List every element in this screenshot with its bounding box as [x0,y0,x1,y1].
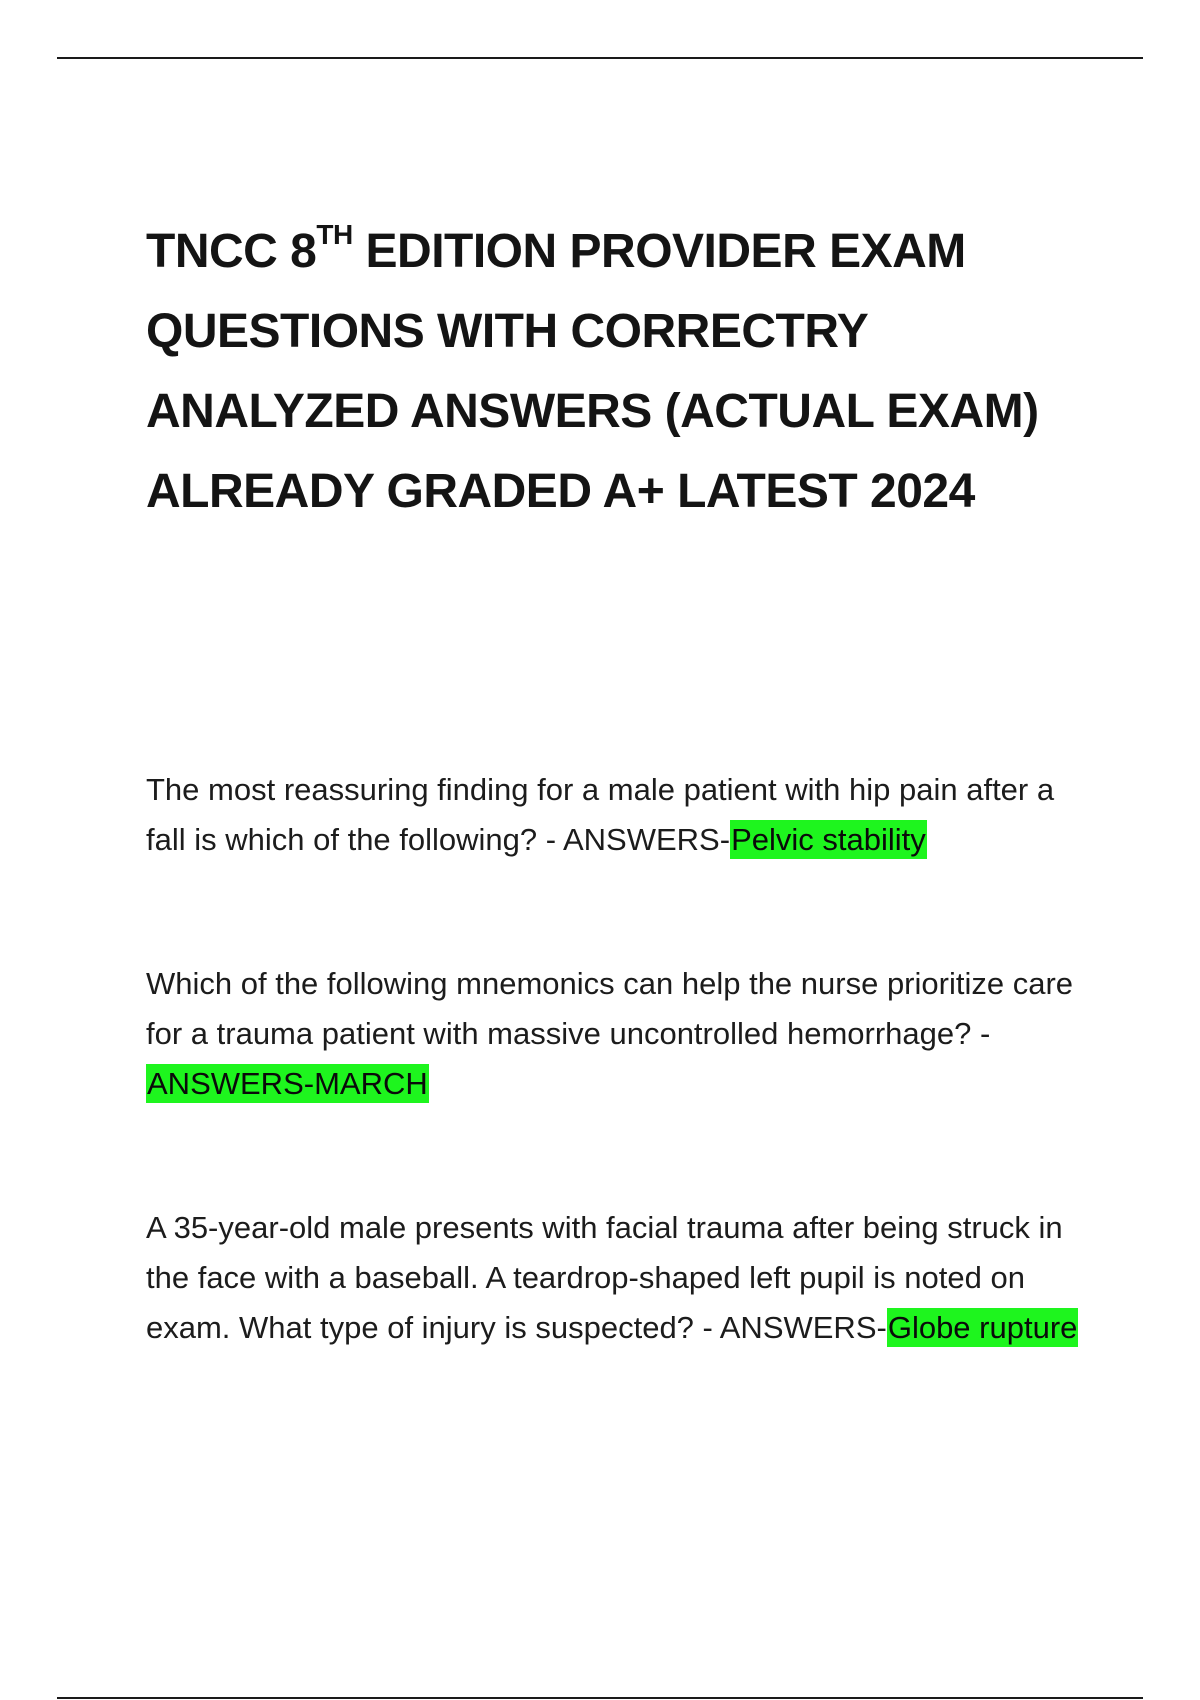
title-line-1-rest: EDITION PROVIDER EXAM [352,225,966,278]
question-text: Which of the following mnemonics can help the nurse prioritize care for a trauma patient with massive uncontrolled hemorrhage? - [146,966,1074,1051]
title-superscript: TH [316,219,353,250]
title-line-4: ALREADY GRADED A+ LATEST 2024 [146,465,975,518]
title-line-2: QUESTIONS WITH CORRECTRY [146,305,869,358]
title-line-3: ANALYZED ANSWERS (ACTUAL EXAM) [146,385,1039,438]
answer-highlight: Globe rupture [887,1310,1078,1345]
bottom-rule [57,1697,1143,1699]
question-item-3 [146,1203,1096,1353]
title-line-1-text: TNCC 8 [146,225,317,278]
answer-highlight: Pelvic stability [731,822,926,857]
question-item-2 [146,959,1096,1109]
top-rule [57,57,1143,59]
question-text: A 35-year-old male presents with facial trauma after being struck in the face with a baseball. A teardrop-shaped left pupil is noted on exam. What type of injury is suspected? - ANSWERS- [146,1210,1063,1345]
question-item-1 [146,765,1096,865]
question-text: The most reassuring finding for a male patient with hip pain after a fall is which of the following? - ANSWERS- [146,772,1055,857]
answer-highlight: ANSWERS-MARCH [147,1066,428,1101]
title-line-1 [146,212,1106,292]
document-title [146,212,1106,532]
